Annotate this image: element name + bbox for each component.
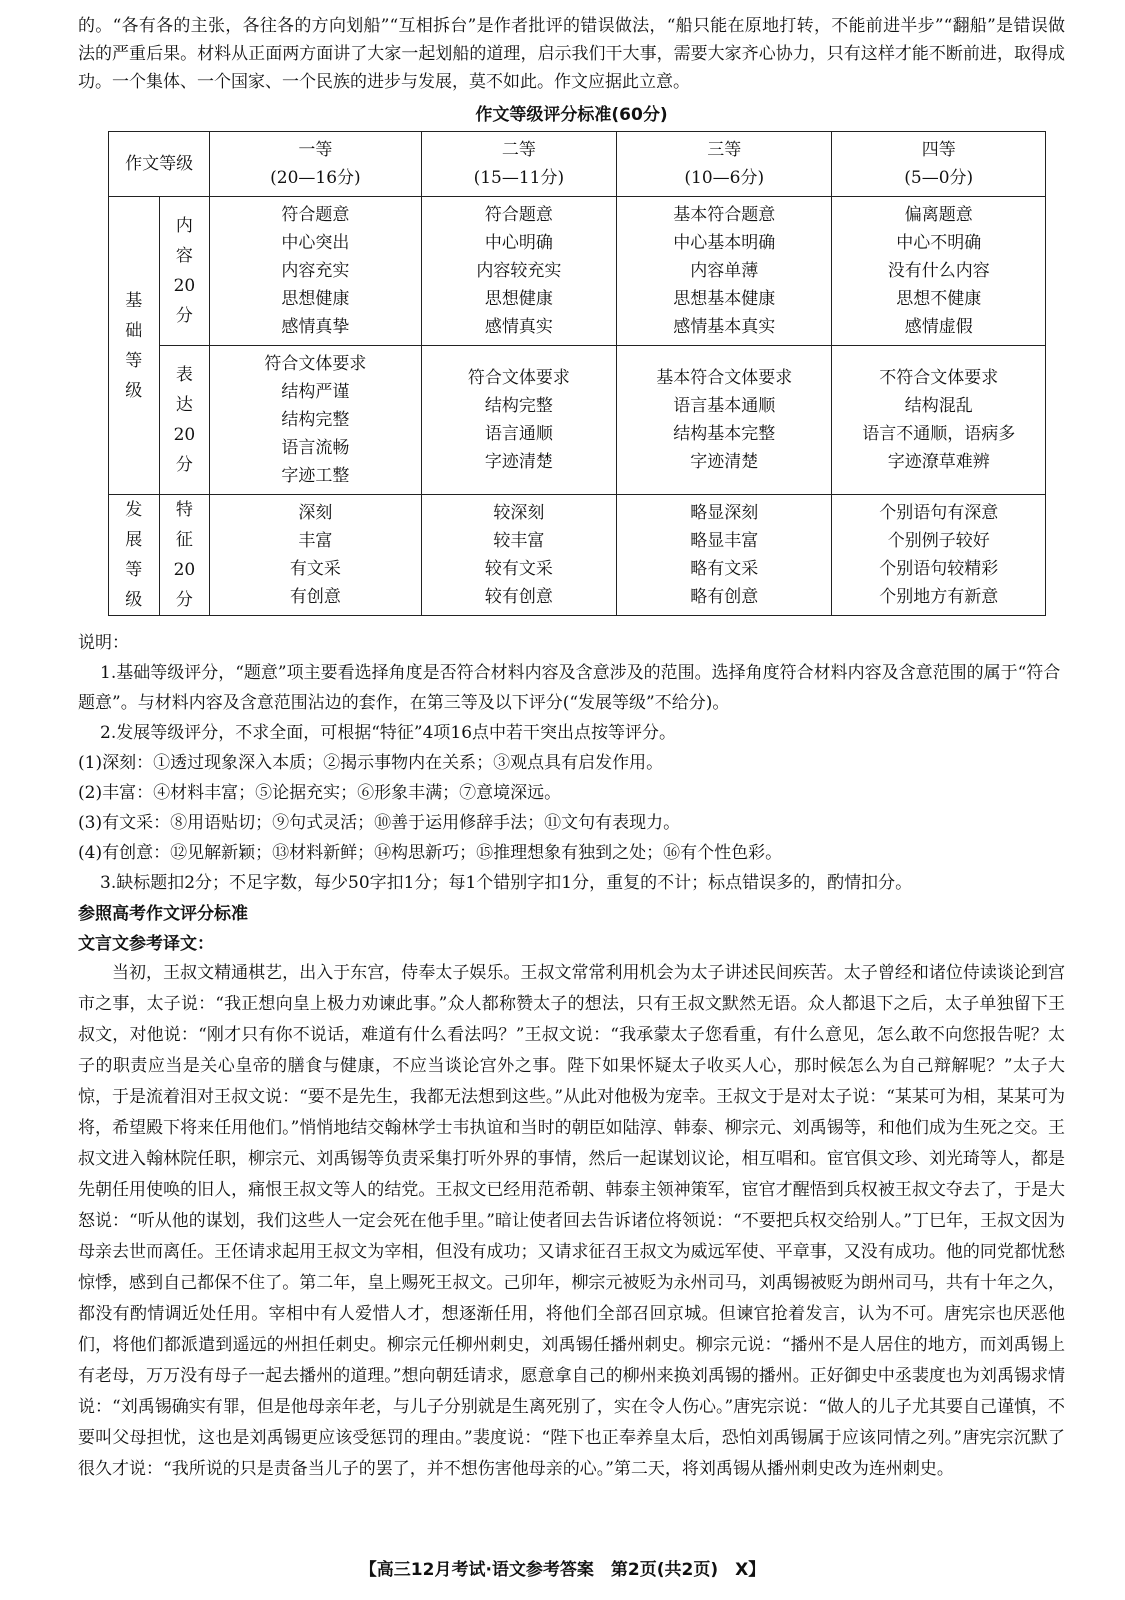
row-content	[109, 197, 1046, 346]
label-char: 级	[125, 380, 143, 401]
cell-line: 结构完整	[484, 396, 553, 416]
grade-range: (20—16分)	[270, 168, 361, 188]
sublabel-expression	[159, 346, 210, 495]
note-item: (1)深刻：①透过现象深入本质；②揭示事物内在关系；③观点具有启发作用。	[78, 753, 664, 773]
label-char: 等	[125, 350, 143, 371]
cell-line: 较丰富	[493, 531, 545, 551]
cell-line: 结构严谨	[281, 382, 350, 402]
cell-line: 丰富	[298, 531, 333, 551]
cell-features-grade-2	[421, 495, 616, 616]
cell-line: 个别语句较精彩	[879, 559, 999, 579]
cell-expression-grade-2	[421, 346, 616, 495]
cell-line: 中心明确	[484, 233, 553, 253]
cell-expression-grade-1	[210, 346, 421, 495]
label-char: 分	[175, 590, 193, 610]
cell-line: 结构基本完整	[673, 424, 776, 444]
label-char: 展	[125, 530, 143, 550]
cell-line: 个别例子较好	[887, 531, 990, 551]
cell-line: 语言不通顺，语病多	[862, 424, 1016, 444]
note-item: (2)丰富：④材料丰富；⑤论据充实；⑥形象丰满；⑦意境深远。	[78, 783, 562, 803]
label-char: 20	[173, 276, 196, 296]
label-char: 发	[125, 500, 143, 520]
group-label-development	[109, 495, 160, 616]
label-char: 20	[173, 560, 196, 580]
cell-line: 思想健康	[281, 289, 350, 309]
cell-line: 符合文体要求	[264, 354, 367, 374]
cell-line: 中心不明确	[896, 233, 982, 253]
label-char: 内	[175, 216, 193, 236]
translation-text: 当初，王叔文精通棋艺，出入于东宫，侍奉太子娱乐。王叔文常常利用机会为太子讲述民间疾苦。太子曾经和诸位侍读谈论到宫市之事，太子说：“我正想向皇上极力劝谏此事。”众人都称赞太子的想法，只有王叔文默然无语。众人都退下之后，太子单独留下王叔文，对他说：“刚才只有你不说话，难道有什么看法吗？”王叔文说：“我承蒙太子您看重，有什么意见，怎么敢不向您报告呢？太子的职责应当是关心皇帝的膳食与健康，不应当谈论宫外之事。陛下如果怀疑太子收买人心，那时候怎么为自己辩解呢？”太子大惊，于是流着泪对王叔文说：“要不是先生，我都无法想到这些。”从此对他极为宠幸。王叔文于是对太子说：“某某可为相，某某可为将，希望殿下将来任用他们。”悄悄地结交翰林学士韦执谊和当时的朝臣如陆淳、韩泰、柳宗元、刘禹锡等，和他们成为生死之交。王叔文进入翰林院任职，柳宗元、刘禹锡等负责采集打听外界的事情，然后一起谋划议论，相互唱和。宦官俱文珍、刘光琦等人，都是先朝任用使唤的旧人，痛恨王叔文等人的结党。王叔文已经用范希朝、韩泰主领神策军，宦官才醒悟到兵权被王叔文夺去了，于是大怒说：“听从他的谋划，我们这些人一定会死在他手里。”暗让使者回去告诉诸位将领说：“不要把兵权交给别人。”丁巳年，王叔文因为母亲去世而离任。王伾请求起用王叔文为宰相，但没有成功；又请求征召王叔文为威远军使、平章事，又没有成功。他的同党都忧愁惊悸，感到自己都保不住了。第二年，皇上赐死王叔文。己卯年，柳宗元被贬为永州司马，刘禹锡被贬为朗州司马，共有十年之久，都没有酌情调近处任用。宰相中有人爱惜人才，想逐渐任用，将他们全部召回京城。但谏官抢着发言，认为不可。唐宪宗也厌恶他们，将他们都派遣到遥远的州担任刺史。柳宗元任柳州刺史，刘禹锡任播州刺史。柳宗元说：“播州不是人居住的地方，而刘禹锡上有老母，万万没有母子一起去播州的道理。”想向朝廷请求，愿意拿自己的柳州来换刘禹锡的播州。正好御史中丞裴度也为刘禹锡求情说：“刘禹锡确实有罪，但是他母亲年老，与儿子分别就是生离死别了，实在令人伤心。”唐宪宗说：“做人的儿子尤其要自己谨慎，不要叫父母担忧，这也是刘禹锡更应该受惩罚的理由。”裴度说：“陛下也正奉养皇太后，恐怕刘禹锡属于应该同情之列。”唐宪宗沉默了很久才说：“我所说的只是责备当儿子的罢了，并不想伤害他母亲的心。”第二天，将刘禹锡从播州刺史改为连州刺史。	[78, 963, 1065, 1479]
row-features	[109, 495, 1046, 616]
cell-line: 感情基本真实	[673, 317, 776, 337]
grade-name: 三等	[707, 140, 742, 160]
sublabel-features	[159, 495, 210, 616]
cell-line: 字迹潦草难辨	[887, 452, 990, 472]
cell-line: 略显丰富	[690, 531, 759, 551]
cell-line: 感情虚假	[904, 317, 973, 337]
cell-content-grade-1	[210, 197, 421, 346]
label-char: 征	[175, 530, 193, 550]
translation-section	[78, 958, 1065, 1485]
cell-content-grade-4	[832, 197, 1046, 346]
note-item: 3.缺标题扣2分；不足字数，每少50字扣1分；每1个错别字扣1分，重复的不计；标点错误多的，酌情扣分。	[100, 873, 913, 893]
label-char: 特	[175, 500, 193, 520]
grade-range: (10—6分)	[684, 168, 765, 188]
header-grade-3	[617, 132, 832, 197]
header-grade-2	[421, 132, 616, 197]
grade-name: 一等	[298, 140, 333, 160]
cell-features-grade-1	[210, 495, 421, 616]
cell-line: 偏离题意	[904, 205, 973, 225]
cell-line: 略显深刻	[690, 503, 759, 523]
cell-line: 感情真实	[484, 317, 553, 337]
cell-line: 个别语句有深意	[879, 503, 999, 523]
cell-content-grade-3	[617, 197, 832, 346]
cell-features-grade-4	[832, 495, 1046, 616]
translation-heading: 文言文参考译文：	[78, 934, 214, 954]
group-label-basic	[109, 197, 160, 495]
cell-line: 不符合文体要求	[879, 368, 999, 388]
cell-line: 思想不健康	[896, 289, 982, 309]
table-title: 作文等级评分标准(60分)	[475, 105, 668, 125]
cell-line: 较有文采	[484, 559, 553, 579]
note-item: 2.发展等级评分，不求全面，可根据“特征”4项16点中若干突出点按等评分。	[100, 723, 677, 743]
label-char: 分	[175, 306, 193, 326]
cell-line: 思想基本健康	[673, 289, 776, 309]
label-char: 容	[175, 246, 193, 266]
label-char: 分	[175, 455, 193, 475]
cell-line: 字迹清楚	[484, 452, 553, 472]
cell-line: 结构混乱	[904, 396, 973, 416]
cell-line: 语言通顺	[484, 424, 553, 444]
cell-line: 字迹清楚	[690, 452, 759, 472]
cell-line: 基本符合题意	[673, 205, 776, 225]
cell-line: 中心基本明确	[673, 233, 776, 253]
cell-line: 字迹工整	[281, 466, 350, 486]
cell-content-grade-2	[421, 197, 616, 346]
label-char: 表	[175, 365, 193, 385]
cell-line: 语言流畅	[281, 438, 350, 458]
note-item: (4)有创意：⑫见解新颖；⑬材料新鲜；⑭构思新巧；⑮推理想象有独到之处；⑯有个性色彩。	[78, 843, 783, 863]
cell-line: 基本符合文体要求	[656, 368, 793, 388]
grade-range: (5—0分)	[904, 168, 974, 188]
cell-line: 略有创意	[690, 587, 759, 607]
cell-line: 语言基本通顺	[673, 396, 776, 416]
note-item: 1.基础等级评分，“题意”项主要看选择角度是否符合材料内容及含意涉及的范围。选择角度符合材料内容及含意范围的属于“符合题意”。与材料内容及含意范围沾边的套作，在第三等及以下评分(“发展等级”不给分)。	[78, 663, 1061, 713]
label-char: 级	[125, 590, 143, 610]
note-item: (3)有文采：⑧用语贴切；⑨句式灵活；⑩善于运用修辞手法；⑪文句有表现力。	[78, 813, 681, 833]
cell-line: 感情真挚	[281, 317, 350, 337]
cell-line: 内容充实	[281, 261, 350, 281]
label-char: 基	[125, 290, 143, 311]
cell-line: 较有创意	[484, 587, 553, 607]
intro-paragraph: 的。“各有各的主张，各往各的方向划船”“互相拆台”是作者批评的错误做法，“船只能在原地打转，不能前进半步”“翻船”是错误做法的严重后果。材料从正面两方面讲了大家一起划船的道理，启示我们干大事，需要大家齐心协力，只有这样才能不断前进，取得成功。一个集体、一个国家、一个民族的进步与发展，莫不如此。作文应据此立意。	[78, 16, 1065, 92]
reference-heading: 参照高考作文评分标准	[78, 904, 248, 924]
cell-line: 结构完整	[281, 410, 350, 430]
cell-line: 深刻	[298, 503, 333, 523]
table-header-row	[109, 132, 1046, 197]
cell-expression-grade-4	[832, 346, 1046, 495]
header-grade-1	[210, 132, 421, 197]
cell-line: 没有什么内容	[887, 261, 990, 281]
cell-line: 内容较充实	[476, 261, 562, 281]
cell-line: 较深刻	[493, 503, 545, 523]
grade-range: (15—11分)	[473, 168, 565, 188]
grade-name: 二等	[501, 140, 536, 160]
cell-line: 符合文体要求	[467, 368, 570, 388]
header-grade-4	[832, 132, 1046, 197]
cell-line: 有文采	[289, 559, 341, 579]
cell-expression-grade-3	[617, 346, 832, 495]
cell-line: 中心突出	[281, 233, 350, 253]
cell-line: 符合题意	[281, 205, 350, 225]
sublabel-content	[159, 197, 210, 346]
row-expression	[109, 346, 1046, 495]
cell-line: 内容单薄	[690, 261, 759, 281]
cell-line: 思想健康	[484, 289, 553, 309]
cell-line: 个别地方有新意	[879, 587, 999, 607]
cell-line: 有创意	[289, 587, 341, 607]
label-char: 础	[125, 320, 143, 341]
header-corner: 作文等级	[109, 132, 210, 197]
page-footer: 【高三12月考试·语文参考答案 第2页(共2页) X】	[359, 1560, 766, 1580]
label-char: 20	[173, 425, 196, 445]
label-char: 等	[125, 560, 143, 580]
cell-line: 符合题意	[484, 205, 553, 225]
cell-line: 略有文采	[690, 559, 759, 579]
notes-section	[78, 628, 1065, 898]
label-char: 达	[175, 395, 193, 415]
grading-table	[108, 131, 1046, 616]
grade-name: 四等	[921, 140, 956, 160]
notes-heading: 说明：	[78, 633, 129, 653]
cell-features-grade-3	[617, 495, 832, 616]
